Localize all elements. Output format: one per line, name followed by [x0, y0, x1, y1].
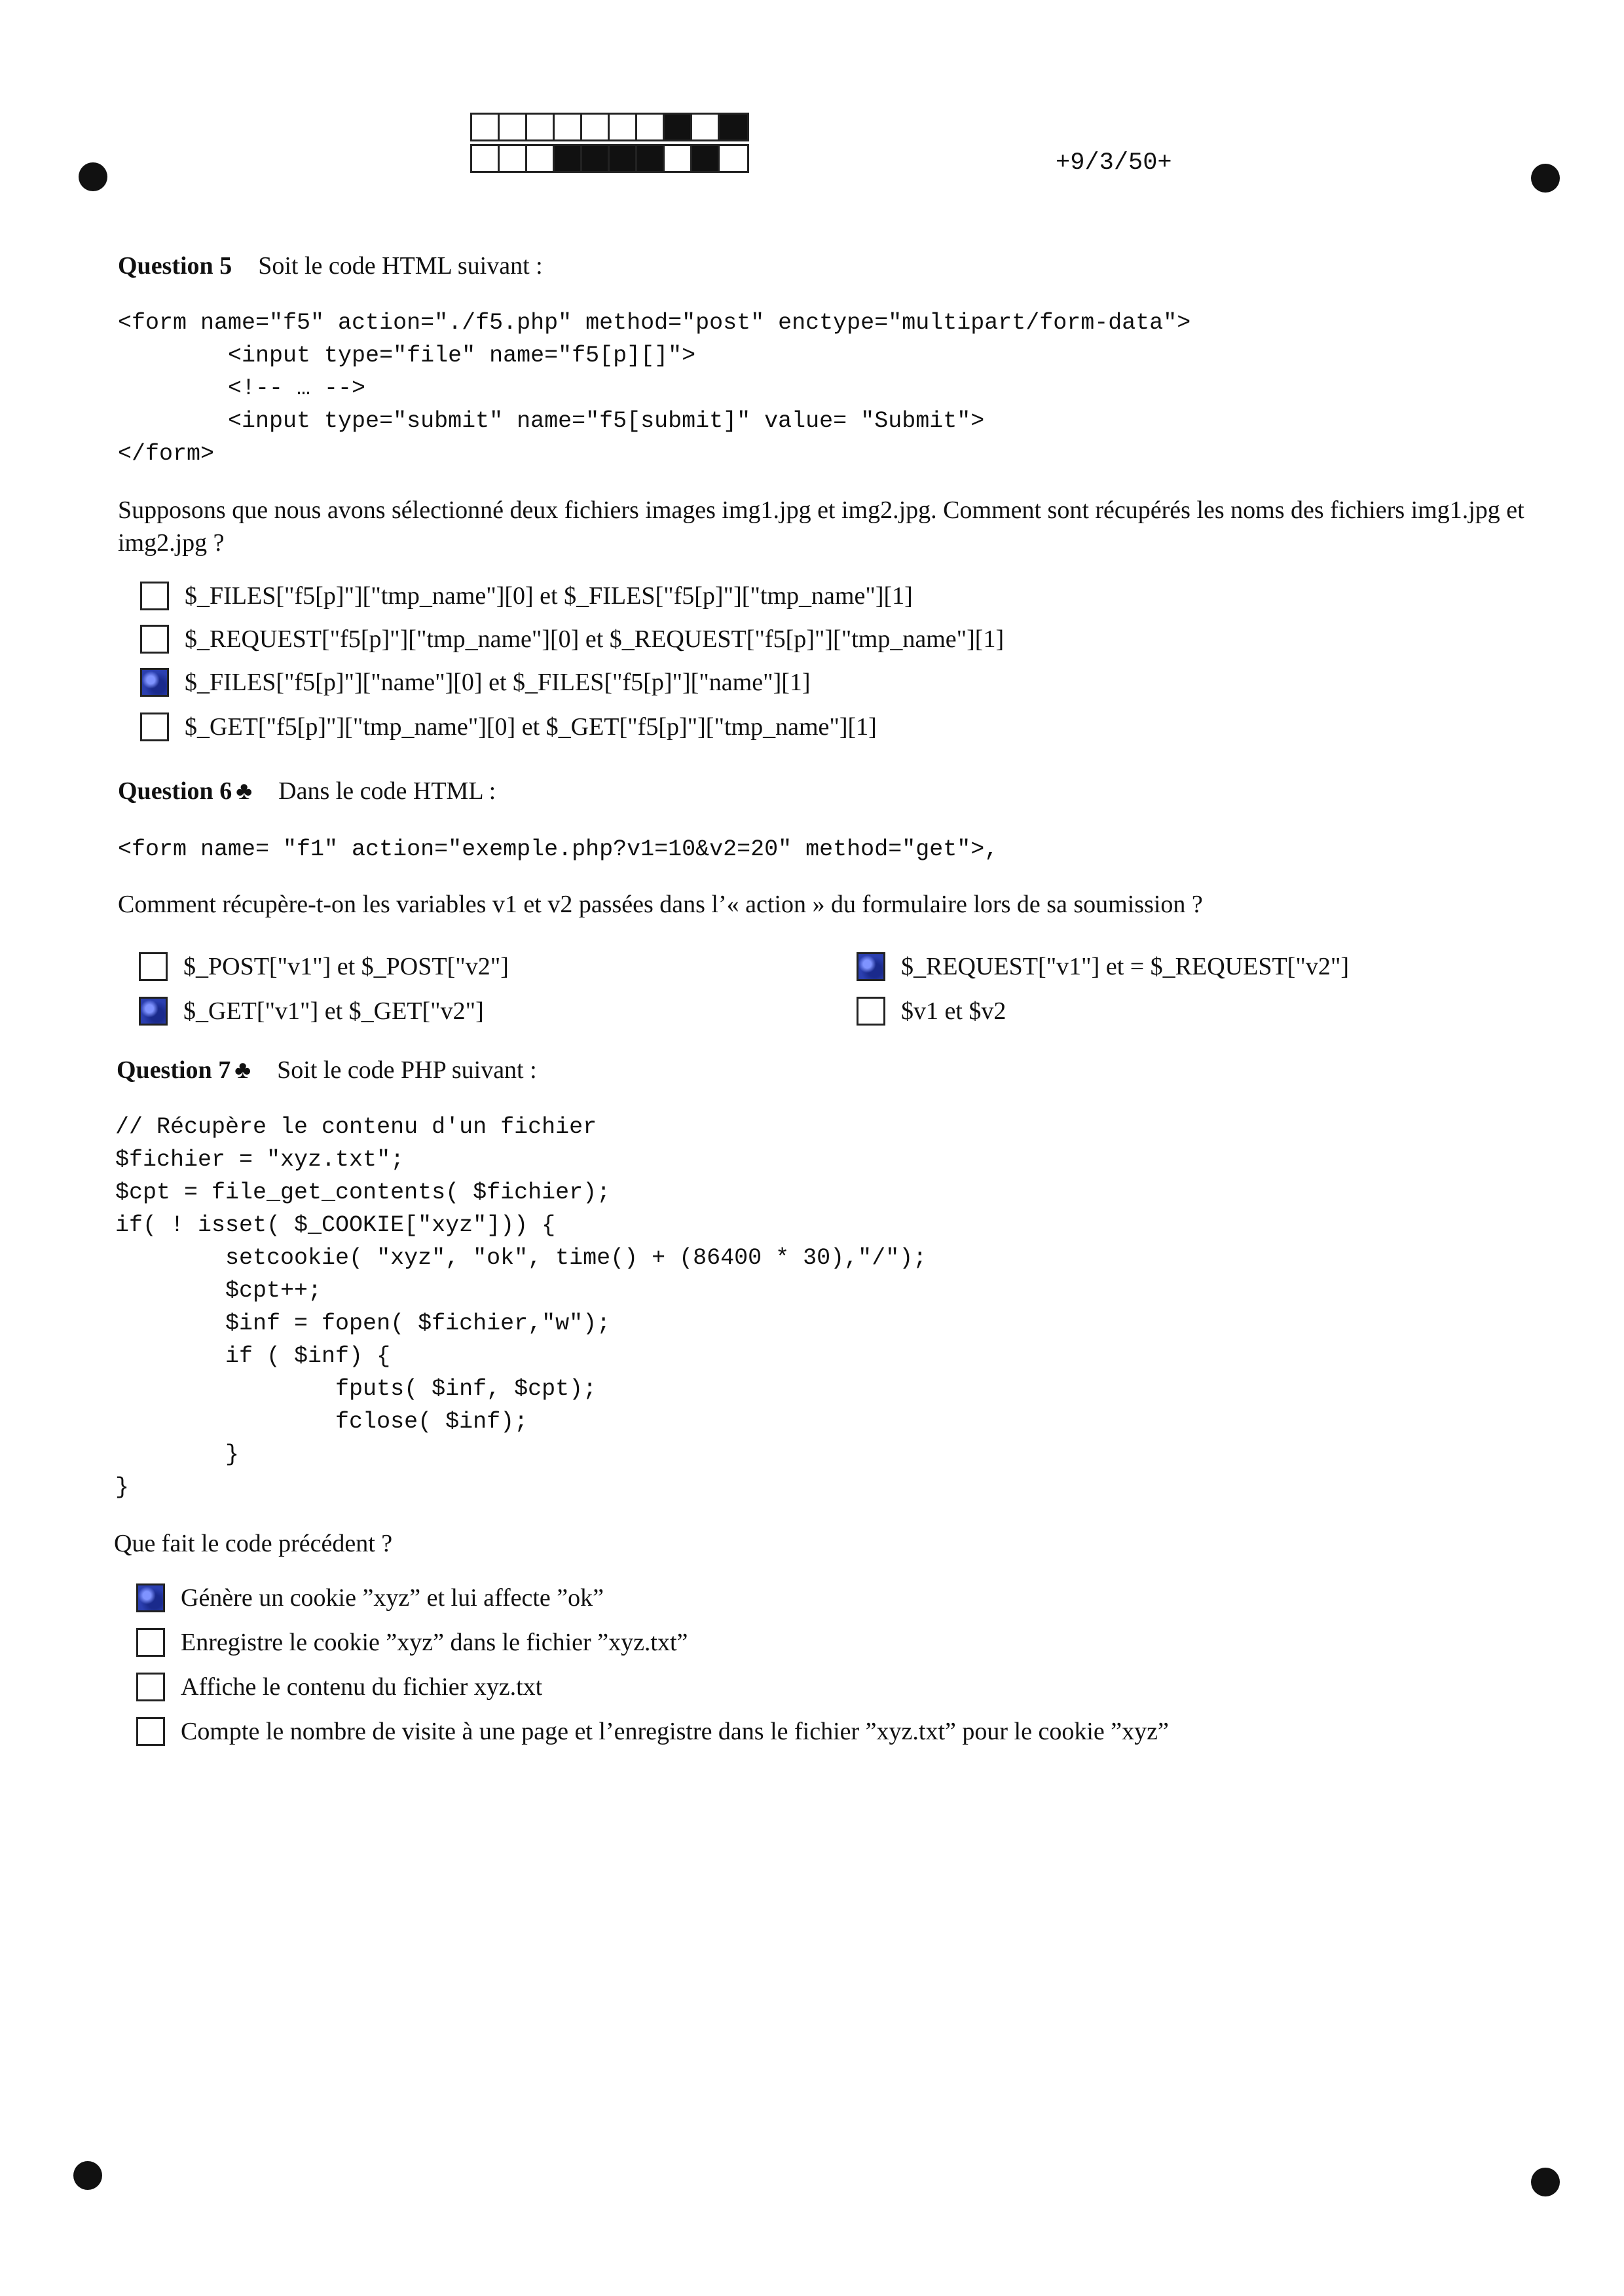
barcode-cell — [665, 115, 692, 139]
barcode-cell — [692, 146, 720, 171]
barcode-cell — [527, 146, 555, 171]
q6-checkbox[interactable] — [857, 997, 885, 1026]
q7-option[interactable] — [136, 1717, 1169, 1746]
club-icon: ♣ — [234, 1056, 251, 1084]
q5-option[interactable] — [140, 713, 877, 741]
corner-mark-top-right — [1531, 164, 1560, 193]
q5-option-text: $_GET["f5[p]"]["tmp_name"][0] et $_GET["f5[p]"]["tmp_name"][1] — [185, 713, 877, 741]
q6-option-text: $v1 et $v2 — [901, 997, 1006, 1025]
q7-checkbox[interactable] — [136, 1673, 165, 1701]
q5-intro: Soit le code HTML suivant : — [258, 252, 543, 280]
barcode-cell — [720, 115, 747, 139]
barcode-cell — [637, 146, 665, 171]
q5-title — [118, 251, 543, 280]
barcode-cell — [500, 146, 527, 171]
q5-option-text: $_FILES["f5[p]"]["name"][0] et $_FILES["f5[p]"]["name"][1] — [185, 669, 811, 696]
q5-label: Question 5 — [118, 252, 232, 280]
q7-label: Question 7 — [117, 1056, 231, 1084]
q6-option[interactable] — [139, 952, 509, 981]
q6-title — [118, 777, 496, 805]
barcode-cell — [582, 146, 610, 171]
barcode-cell — [610, 115, 637, 139]
q6-option-text: $_GET["v1"] et $_GET["v2"] — [183, 997, 484, 1025]
q6-intro: Dans le code HTML : — [278, 777, 496, 805]
barcode-cell — [720, 146, 747, 171]
q6-option[interactable] — [857, 952, 1349, 981]
q6-code: <form name= "f1" action="exemple.php?v1=10&v2=20" method="get">, — [118, 836, 999, 862]
q7-checkbox[interactable] — [136, 1717, 165, 1746]
corner-mark-bottom-left — [73, 2161, 102, 2190]
q5-option-text: $_FILES["f5[p]"]["tmp_name"][0] et $_FILES["f5[p]"]["tmp_name"][1] — [185, 582, 913, 610]
q5-checkbox[interactable] — [140, 668, 169, 697]
q7-option[interactable] — [136, 1628, 688, 1657]
q5-question: Supposons que nous avons sélectionné deux fichiers images img1.jpg et img2.jpg. Comment sont récupérés les noms des fichiers img1.jpg et img2.jpg ? — [118, 496, 1524, 557]
barcode-cell — [472, 146, 500, 171]
q5-option[interactable] — [140, 668, 811, 697]
q5-option-text: $_REQUEST["f5[p]"]["tmp_name"][0] et $_REQUEST["f5[p]"]["tmp_name"][1] — [185, 625, 1005, 653]
page-id: +9/3/50+ — [1056, 149, 1172, 177]
barcode-cell — [500, 115, 527, 139]
q7-title — [117, 1056, 537, 1084]
barcode-cell — [637, 115, 665, 139]
barcode-cell — [472, 115, 500, 139]
barcode-cell — [692, 115, 720, 139]
q6-label: Question 6 — [118, 777, 232, 805]
q5-option[interactable] — [140, 582, 913, 610]
q5-checkbox[interactable] — [140, 713, 169, 741]
barcode-row-bottom — [470, 144, 749, 173]
q6-option-text: $_POST["v1"] et $_POST["v2"] — [183, 953, 509, 980]
club-icon: ♣ — [236, 777, 253, 805]
barcode-cell — [555, 146, 582, 171]
q6-checkbox[interactable] — [139, 952, 168, 981]
q7-option[interactable] — [136, 1583, 604, 1612]
q7-intro: Soit le code PHP suivant : — [277, 1056, 537, 1084]
q5-checkbox[interactable] — [140, 582, 169, 610]
barcode-cell — [610, 146, 637, 171]
q6-checkbox[interactable] — [139, 997, 168, 1026]
barcode-cell — [665, 146, 692, 171]
q6-option-text: $_REQUEST["v1"] et = $_REQUEST["v2"] — [901, 953, 1350, 980]
barcode-cell — [527, 115, 555, 139]
q6-option[interactable] — [857, 997, 1006, 1026]
q7-code: // Récupère le contenu d'un fichier $fichier = "xyz.txt"; $cpt = file_get_contents( $fichier); if( ! isset( $_COOKIE["xyz"])) { setcookie( "xyz", "ok", time() + (86400 * 30),"/"); $cpt++; $inf = fopen( $fichier,"w"); if ( $inf) { fputs( $inf, $cpt); fclose( $inf); } } — [115, 1114, 927, 1500]
q7-checkbox[interactable] — [136, 1628, 165, 1657]
q7-question: Que fait le code précédent ? — [114, 1530, 393, 1557]
q7-option-text: Compte le nombre de visite à une page et l’enregistre dans le fichier ”xyz.txt” pour le cookie ”xyz” — [181, 1718, 1169, 1745]
q5-option[interactable] — [140, 625, 1004, 654]
q6-question: Comment récupère-t-on les variables v1 et v2 passées dans l’« action » du formulaire lors de sa soumission ? — [118, 891, 1203, 918]
q7-option[interactable] — [136, 1673, 542, 1701]
q5-checkbox[interactable] — [140, 625, 169, 654]
corner-mark-bottom-right — [1531, 2168, 1560, 2196]
corner-mark-top-left — [79, 162, 107, 191]
q5-code: <form name="f5" action="./f5.php" method="post" enctype="multipart/form-data"> <input type="file" name="f5[p][]"> <!-- … --> <input type="submit" name="f5[submit]" value= "Submit"> </form> — [118, 310, 1191, 467]
q7-option-text: Affiche le contenu du fichier xyz.txt — [181, 1673, 543, 1701]
q6-checkbox[interactable] — [857, 952, 885, 981]
q6-option[interactable] — [139, 997, 484, 1026]
barcode-cell — [555, 115, 582, 139]
q7-option-text: Génère un cookie ”xyz” et lui affecte ”ok” — [181, 1584, 604, 1612]
q7-option-text: Enregistre le cookie ”xyz” dans le fichier ”xyz.txt” — [181, 1629, 688, 1656]
barcode-cell — [582, 115, 610, 139]
barcode-row-top — [470, 113, 749, 141]
q7-checkbox[interactable] — [136, 1583, 165, 1612]
